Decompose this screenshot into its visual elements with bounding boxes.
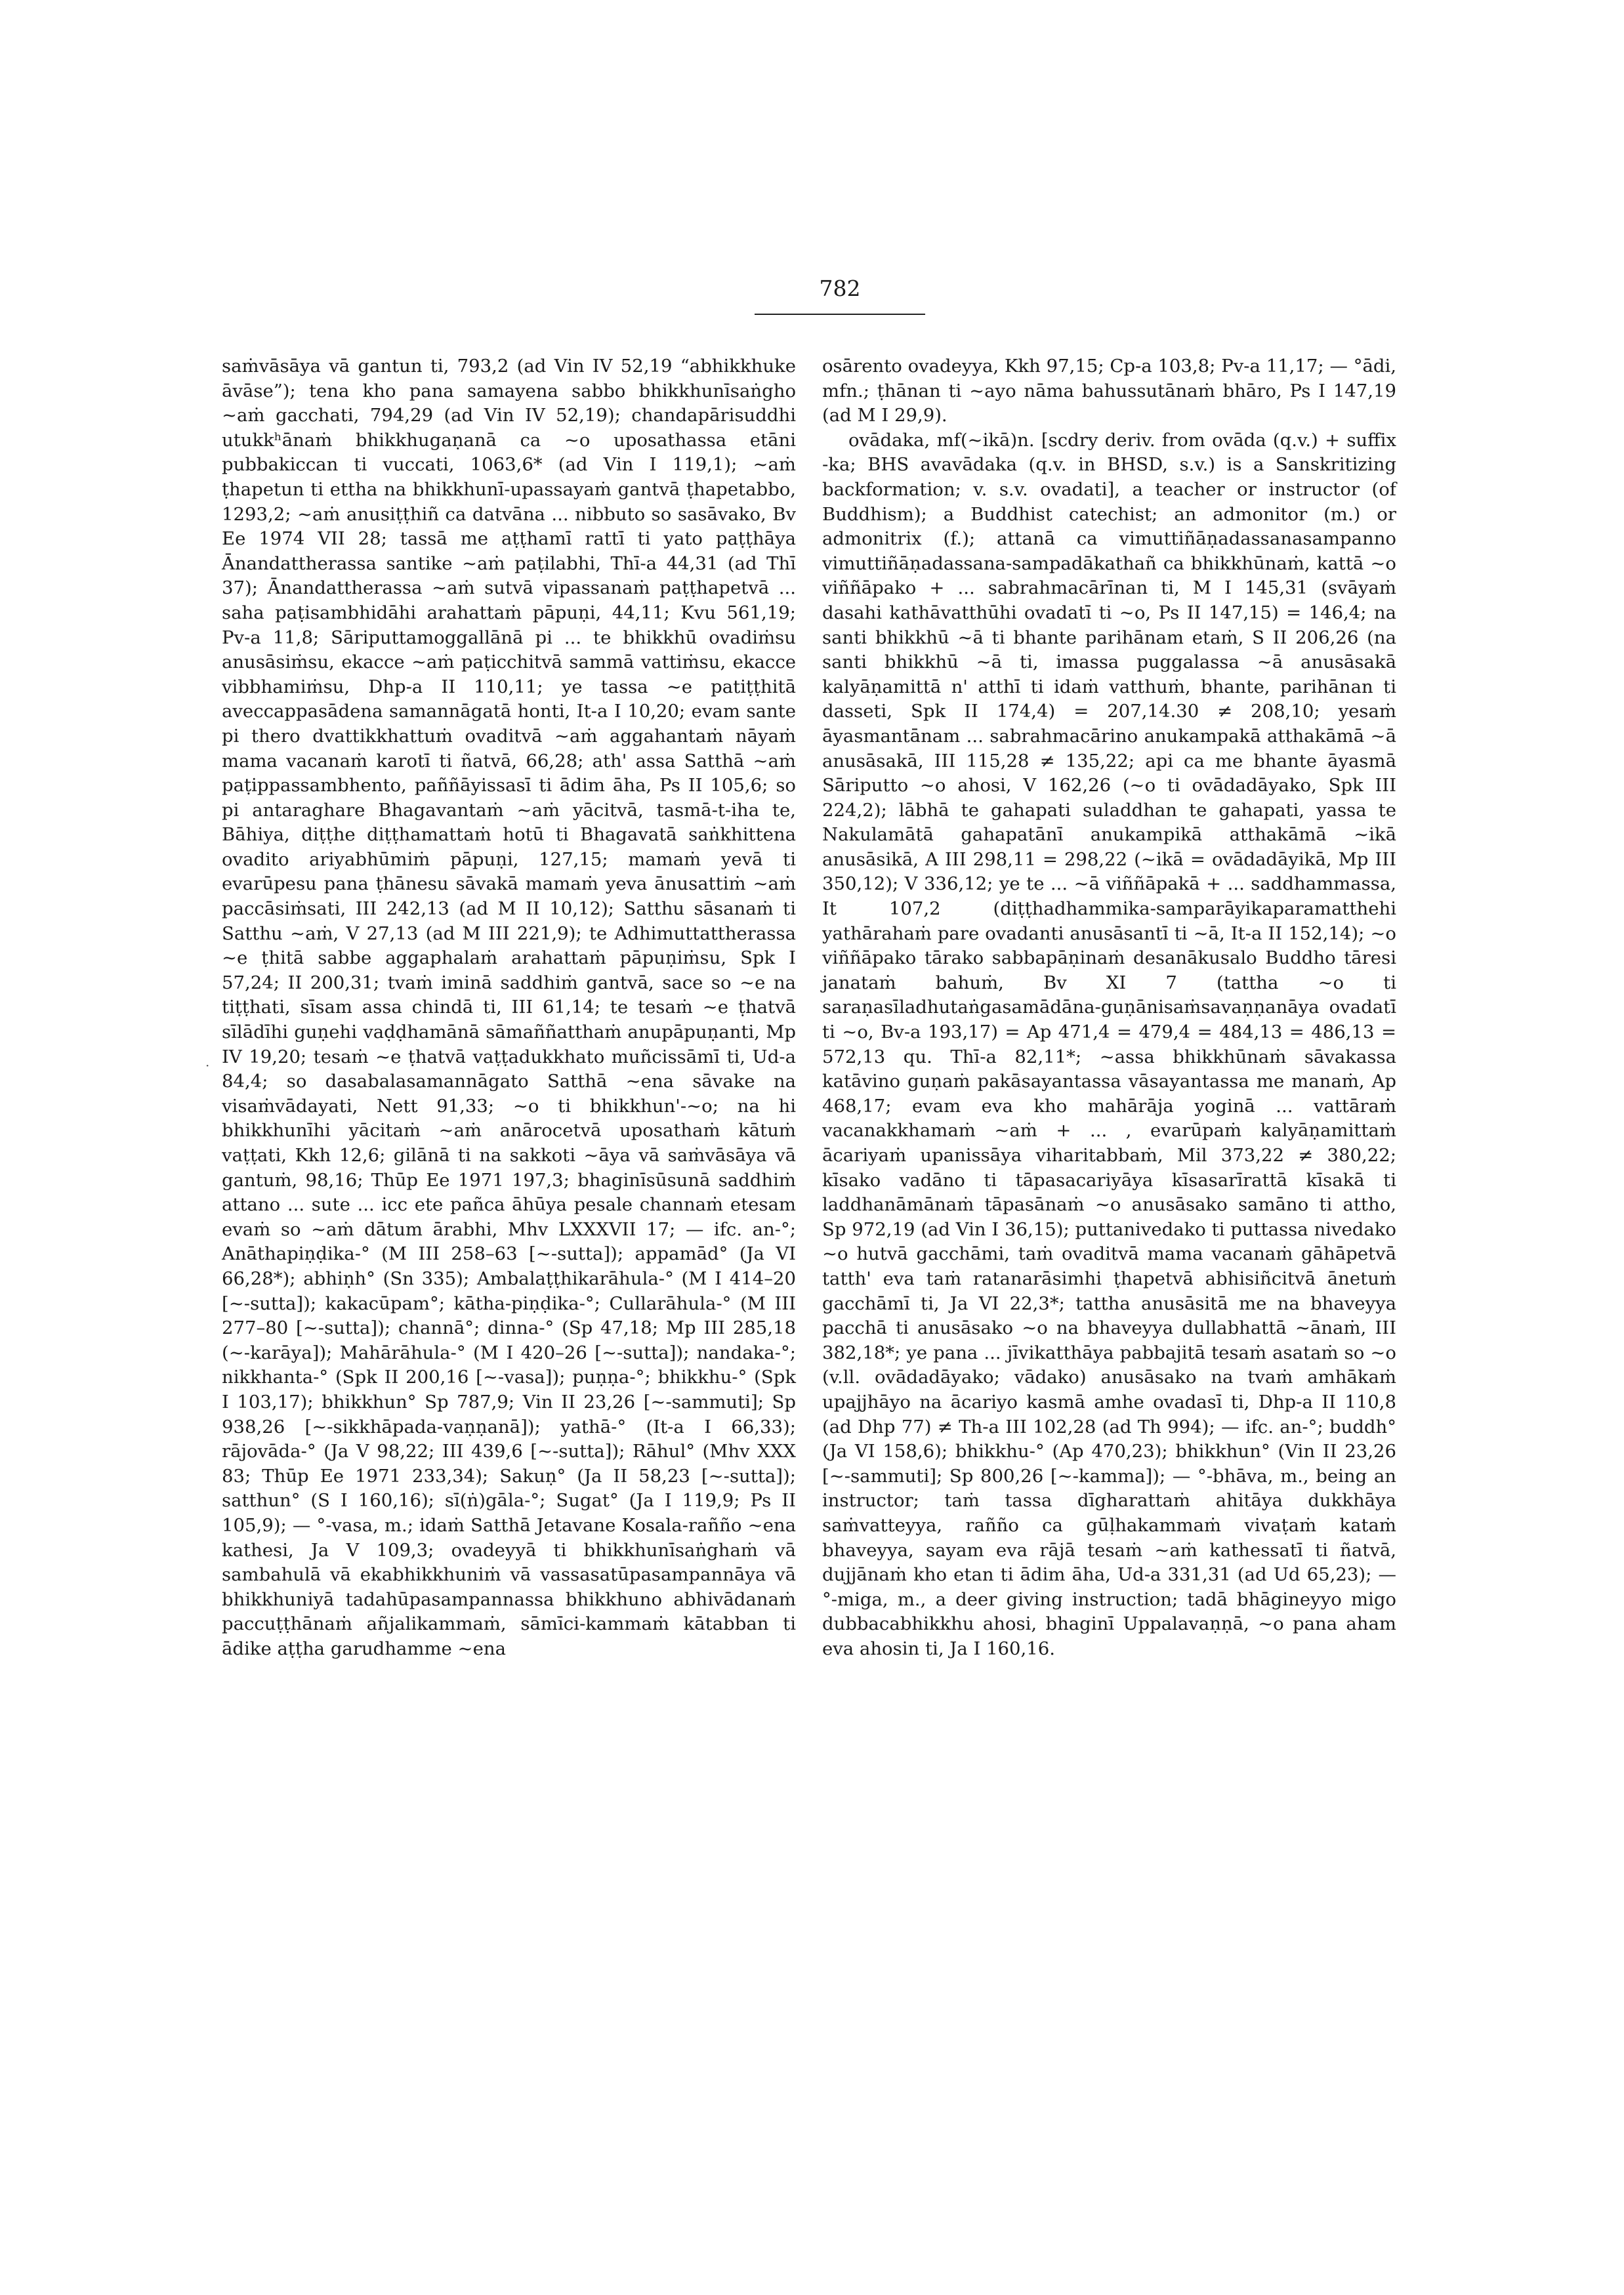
header-rule <box>755 314 925 315</box>
page-number: 782 <box>819 276 861 301</box>
left-column <box>222 354 796 1661</box>
entry-ovadaka: ovādaka, mf(~ikā)n. [scdry deriv. from ovāda (q.v.) + suffix -ka; BHS avavādaka (q.v. in BHSD, s.v.) is a Sanskritizing backformation; v. s.v. ovadati], a teacher or instructor (of Buddhism); a Buddhist catechist; an admonitor (m.) or admonitrix (f.); attanā ca vimuttiñāṇadassanasampanno vimuttiñāṇadassana-sampadākathañ ca bhikkhūnaṁ, kattā ~o viññāpako + ... sabrahmacārīnan ti, M I 145,31 (svāyaṁ dasahi kathāvatthūhi ovadatī ti ~o, Ps II 147,15) = 146,4; na santi bhikkhū ~ā ti bhante parihānam etaṁ, S II 206,26 (na santi bhikkhū ~ā ti, imassa puggalassa ~ā anusāsakā kalyāṇamittā n' atthī ti idaṁ vatthuṁ, bhante, parihānan ti dasseti, Spk II 174,4) = 207,14.30 ≠ 208,10; yesaṁ āyasmantānam ... sabrahmacārino anukampakā atthakāmā ~ā anusāsakā, III 115,28 ≠ 135,22; api ca me bhante āyasmā Sāriputto ~o ahosi, V 162,26 (~o ti ovādadāyako, Spk III 224,2); lābhā te gahapati suladdhan te gahapati, yassa te Nakulamātā gahapatānī anukampikā atthakāmā ~ikā anusāsikā, A III 298,11 = 298,22 (~ikā = ovādadāyikā, Mp III 350,12); V 336,12; ye te ... ~ā viññāpakā + ... saddhammassa, It 107,2 (diṭṭhadhammika-samparāyikaparamatthehi yathārahaṁ pare ovadanti anusāsantī ti ~ā, It-a II 152,14); ~o viññāpako tārako sabbapāṇinaṁ desanākusalo Buddho tāresi janataṁ bahuṁ, Bv XI 7 (tattha ~o ti saraṇasīladhutaṅgasamādāna-guṇānisaṁsavaṇṇanāya ovadatī ti ~o, Bv-a 193,17) = Ap 471,4 = 479,4 = 484,13 = 486,13 = 572,13 qu. Thī-a 82,11*; ~assa bhikkhūnaṁ sāvakassa katāvino guṇaṁ pakāsayantassa vāsayantassa me manaṁ, Ap 468,17; evam eva kho mahārāja yoginā ... vattāraṁ vacanakkhamaṁ ~aṁ + ... , evarūpaṁ kalyāṇamittaṁ ācariyaṁ upanissāya viharitabbaṁ, Mil 373,22 ≠ 380,22; kīsako vadāno ti tāpasacariyāya kīsasarīrattā kīsakā ti laddhanāmānaṁ tāpasānaṁ ~o anusāsako samāno ti attho, Sp 972,19 (ad Vin I 36,15); puttanivedako ti puttassa nivedako ~o hutvā gacchāmi, taṁ ovaditvā mama vacanaṁ gāhāpetvā tatth' eva taṁ ratanarāsimhi ṭhapetvā abhisiñcitvā ānetuṁ gacchāmī ti, Ja VI 22,3*; tattha anusāsitā me na bhaveyya pacchā ti anusāsako ~o na bhaveyya dullabhattā ~ānaṁ, III 382,18*; ye pana ... jīvikatthāya pabbajitā tesaṁ asataṁ so ~o (v.ll. ovādadāyako; vādako) anusāsako na tvaṁ amhākaṁ upajjhāyo na ācariyo kasmā amhe ovadasī ti, Dhp-a II 110,8 (ad Dhp 77) ≠ Th-a III 102,28 (ad Th 994); — ifc. an-°; buddh° (Ja VI 158,6); bhikkhu-° (Ap 470,23); bhikkhun° (Vin II 23,26 [~-sammuti]; Sp 800,26 [~-kamma]); — °-bhāva, m., being an instructor; taṁ tassa dīgharattaṁ ahitāya dukkhāya saṁvatteyya, rañño ca gūḷhakammaṁ vivaṭaṁ kataṁ bhaveyya, sayam eva rājā tesaṁ ~aṁ kathessatī ti ñatvā, dujjānaṁ kho etan ti ādim āha, Ud-a 331,31 (ad Ud 65,23); — °-miga, m., a deer giving instruction; tadā bhāgineyyo migo dubbacabhikkhu ahosi, bhaginī Uppalavaṇṇā, ~o pana aham eva ahosin ti, Ja I 160,16. <box>822 429 1396 1659</box>
scan-speck: · <box>205 1058 210 1073</box>
right-column <box>822 354 1396 1661</box>
left-paragraph: saṁvāsāya vā gantun ti, 793,2 (ad Vin IV 52,19 “abhikkhuke āvāse”); tena kho pana samayena sabbo bhikkhunīsaṅgho ~aṁ gacchati, 794,29 (ad Vin IV 52,19); chandapārisuddhi utukkʰānaṁ bhikkhugaṇanā ca ~o uposathassa etāni pubbakiccan ti vuccati, 1063,6* (ad Vin I 119,1); ~aṁ ṭhapetun ti ettha na bhikkhunī-upassayaṁ gantvā ṭhapetabbo, 1293,2; ~aṁ anusiṭṭhiñ ca datvāna ... nibbuto so sasāvako, Bv Ee 1974 VII 28; tassā me aṭṭhamī rattī ti yato paṭṭhāya Ānandattherassa santike ~aṁ paṭilabhi, Thī-a 44,31 (ad Thī 37); Ānandattherassa ~aṁ sutvā vipassanaṁ paṭṭhapetvā ... saha paṭisambhidāhi arahattaṁ pāpuṇi, 44,11; Kvu 561,19; Pv-a 11,8; Sāriputtamoggallānā pi ... te bhikkhū ovadiṁsu anusāsiṁsu, ekacce ~aṁ paṭicchitvā sammā vattiṁsu, ekacce vibbhamiṁsu, Dhp-a II 110,11; ye tassa ~e patiṭṭhitā aveccappasādena samannāgatā honti, It-a I 10,20; evam sante pi thero dvattikkhattuṁ ovaditvā ~aṁ aggahantaṁ nāyaṁ mama vacanaṁ karotī ti ñatvā, 66,28; ath' assa Satthā ~aṁ paṭippassambhento, paññāyissasī ti ādim āha, Ps II 105,6; so pi antaraghare Bhagavantaṁ ~aṁ yācitvā, tasmā-t-iha te, Bāhiya, diṭṭhe diṭṭhamattaṁ hotū ti Bhagavatā saṅkhittena ovadito ariyabhūmiṁ pāpuṇi, 127,15; mamaṁ yevā ti evarūpesu pana ṭhānesu sāvakā mamaṁ yeva ānusattiṁ ~aṁ paccāsiṁsati, III 242,13 (ad M II 10,12); Satthu sāsanaṁ ti Satthu ~aṁ, V 27,13 (ad M III 221,9); te Adhimuttattherassa ~e ṭhitā sabbe aggaphalaṁ arahattaṁ pāpuṇiṁsu, Spk I 57,24; II 200,31; tvaṁ iminā saddhiṁ gantvā, sace so ~e na tiṭṭhati, sīsam assa chindā ti, III 61,14; te tesaṁ ~e ṭhatvā sīlādīhi guṇehi vaḍḍhamānā sāmaññatthaṁ anupāpuṇanti, Mp IV 19,20; tesaṁ ~e ṭhatvā vaṭṭadukkhato muñcissāmī ti, Ud-a 84,4; so dasabalasamannāgato Satthā ~ena sāvake na visaṁvādayati, Nett 91,33; ~o ti bhikkhun'-~o; na hi bhikkhunīhi yācitaṁ ~aṁ anārocetvā uposathaṁ kātuṁ vaṭṭati, Kkh 12,6; gilānā ti na sakkoti ~āya vā saṁvāsāya vā gantuṁ, 98,16; Thūp Ee 1971 197,3; bhaginīsūsunā saddhiṁ attano ... sute ... icc ete pañca āhūya pesale channaṁ etesam evaṁ so ~aṁ dātum ārabhi, Mhv LXXXVII 17; — ifc. an-°; Anāthapiṇḍika-° (M III 258–63 [~-sutta]); appamād° (Ja VI 66,28*); abhiṇh° (Sn 335); Ambalaṭṭhikarāhula-° (M I 414–20 [~-sutta]); kakacūpam°; kātha-piṇḍika-°; Cullarāhula-° (M III 277–80 [~-sutta]); channā°; dinna-° (Sp 47,18; Mp III 285,18 (~-karāya]); Mahārāhula-° (M I 420–26 [~-sutta]); nandaka-°; nikkhanta-° (Spk II 200,16 [~-vasa]); puṇṇa-°; bhikkhu-° (Spk I 103,17); bhikkhun° Sp 787,9; Vin II 23,26 [~-sammuti]; Sp 938,26 [~-sikkhāpada-vaṇṇanā]); yathā-° (It-a I 66,33); rājovāda-° (Ja V 98,22; III 439,6 [~-sutta]); Rāhul° (Mhv XXX 83; Thūp Ee 1971 233,34); Sakuṇ° (Ja II 58,23 [~-sutta]); satthun° (S I 160,16); sī(ṅ)gāla-°; Sugat° (Ja I 119,9; Ps II 105,9); — °-vasa, m.; idaṁ Satthā Jetavane Kosala-rañño ~ena kathesi, Ja V 109,3; ovadeyyā ti bhikkhunīsaṅghaṁ vā sambahulā vā ekabhikkhuniṁ vā vassasatūpasampannāya vā bhikkhuniyā tadahūpasampannassa bhikkhuno abhivādanaṁ paccuṭṭhānaṁ añjalikammaṁ, sāmīci-kammaṁ kātabban ti ādike aṭṭha garudhamme ~ena <box>222 356 796 1659</box>
right-paragraph: osārento ovadeyya, Kkh 97,15; Cp-a 103,8; Pv-a 11,17; — °ādi, mfn.; ṭhānan ti ~ayo nāma bahussutānaṁ bhāro, Ps I 147,19 (ad M I 29,9). <box>822 356 1396 426</box>
